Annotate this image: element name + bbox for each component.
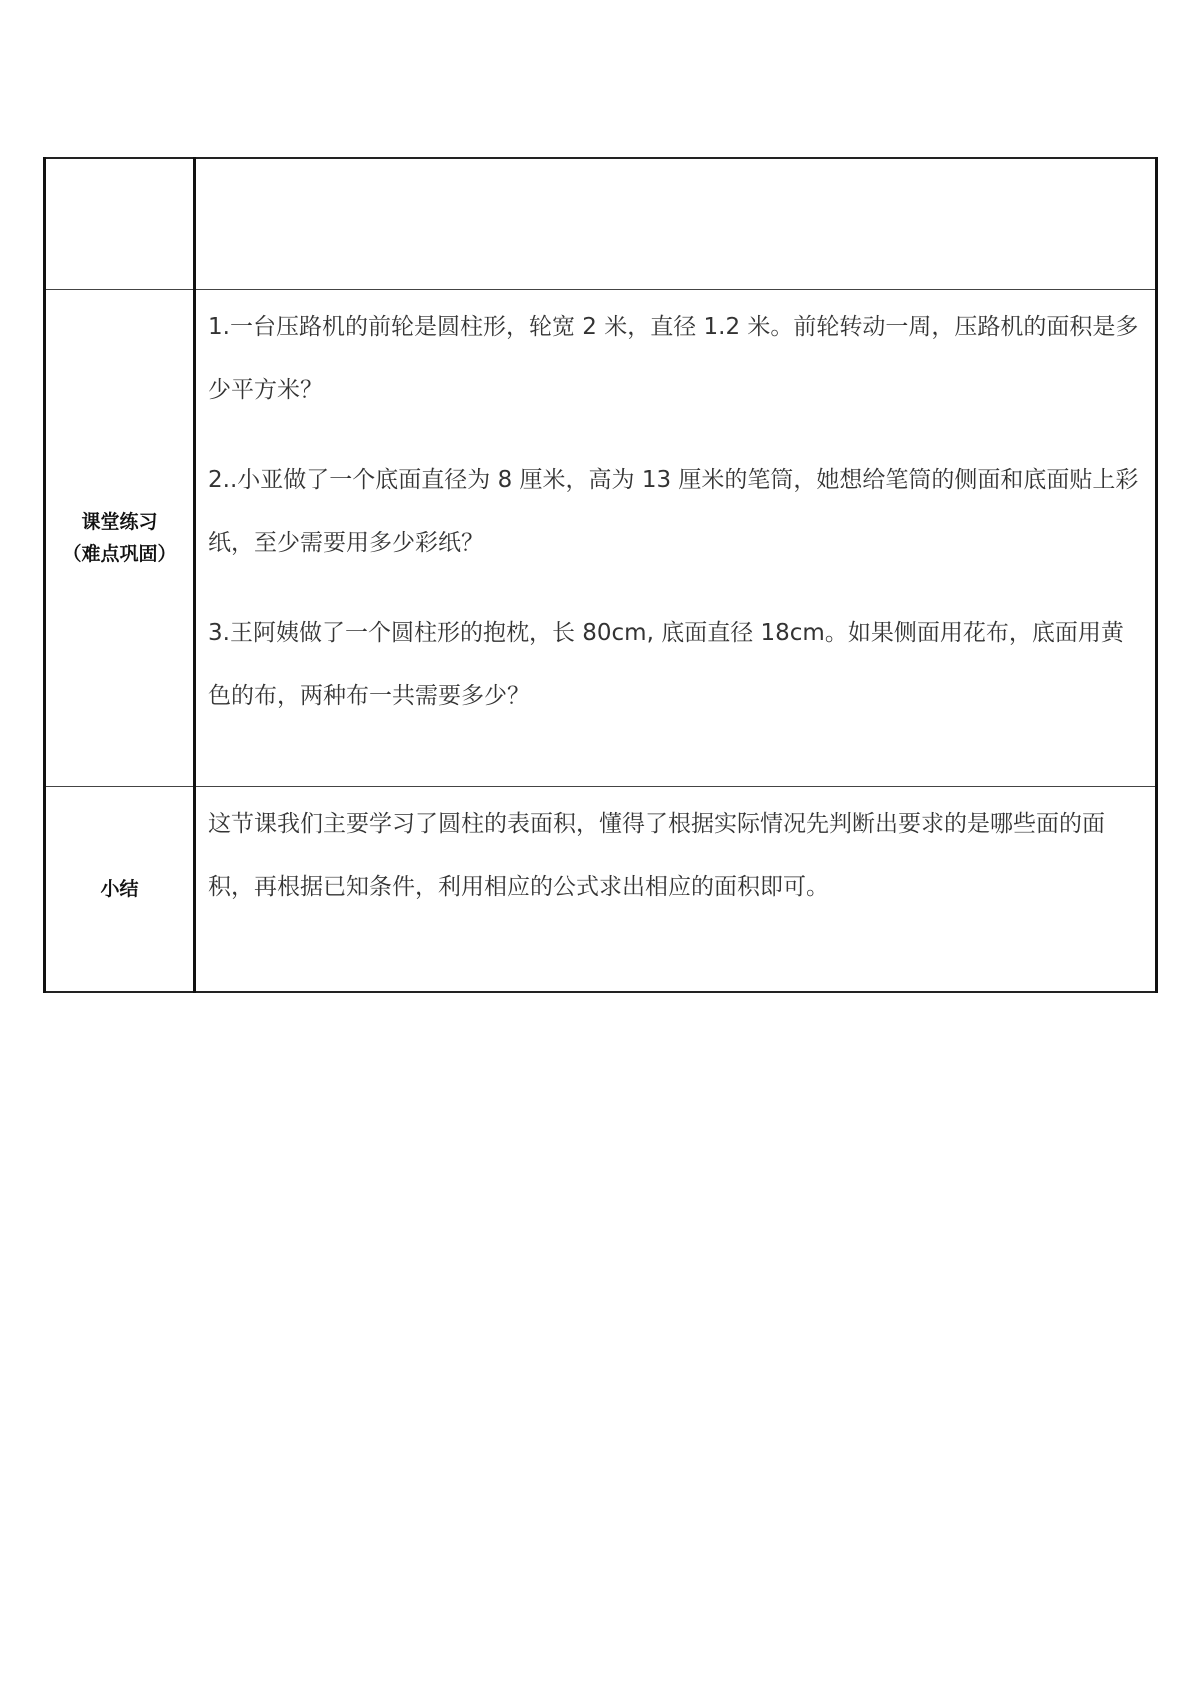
table-row-practice [45,290,1157,787]
practice-label-subtitle: （难点巩固） [62,543,177,565]
practice-content [195,290,1157,787]
summary-text: 这节课我们主要学习了圆柱的表面积，懂得了根据实际情况先判断出要求的是哪些面的面积，再根据已知条件，利用相应的公式求出相应的面积即可。 [208,811,1105,900]
lesson-plan-table [43,157,1158,993]
exercise-1: 1.一台压路机的前轮是圆柱形，轮宽 2 米，直径 1.2 米。前轮转动一周，压路机的面积是多少平方米？ [208,314,1139,403]
practice-label [45,290,195,787]
exercise-2: 2..小亚做了一个底面直径为 8 厘米，高为 13 厘米的笔筒，她想给笔筒的侧面和底面贴上彩纸，至少需要用多少彩纸？ [208,467,1139,556]
table-row [45,158,1157,290]
row-label [45,158,195,290]
table-row-summary [45,787,1157,993]
practice-label-title: 课堂练习 [81,511,158,533]
summary-content [195,787,1157,993]
exercise-3: 3.王阿姨做了一个圆柱形的抱枕，长 80cm, 底面直径 18cm。如果侧面用花布，底面用黄色的布，两种布一共需要多少？ [208,620,1124,709]
row-content [195,158,1157,290]
summary-label: 小结 [45,787,195,993]
